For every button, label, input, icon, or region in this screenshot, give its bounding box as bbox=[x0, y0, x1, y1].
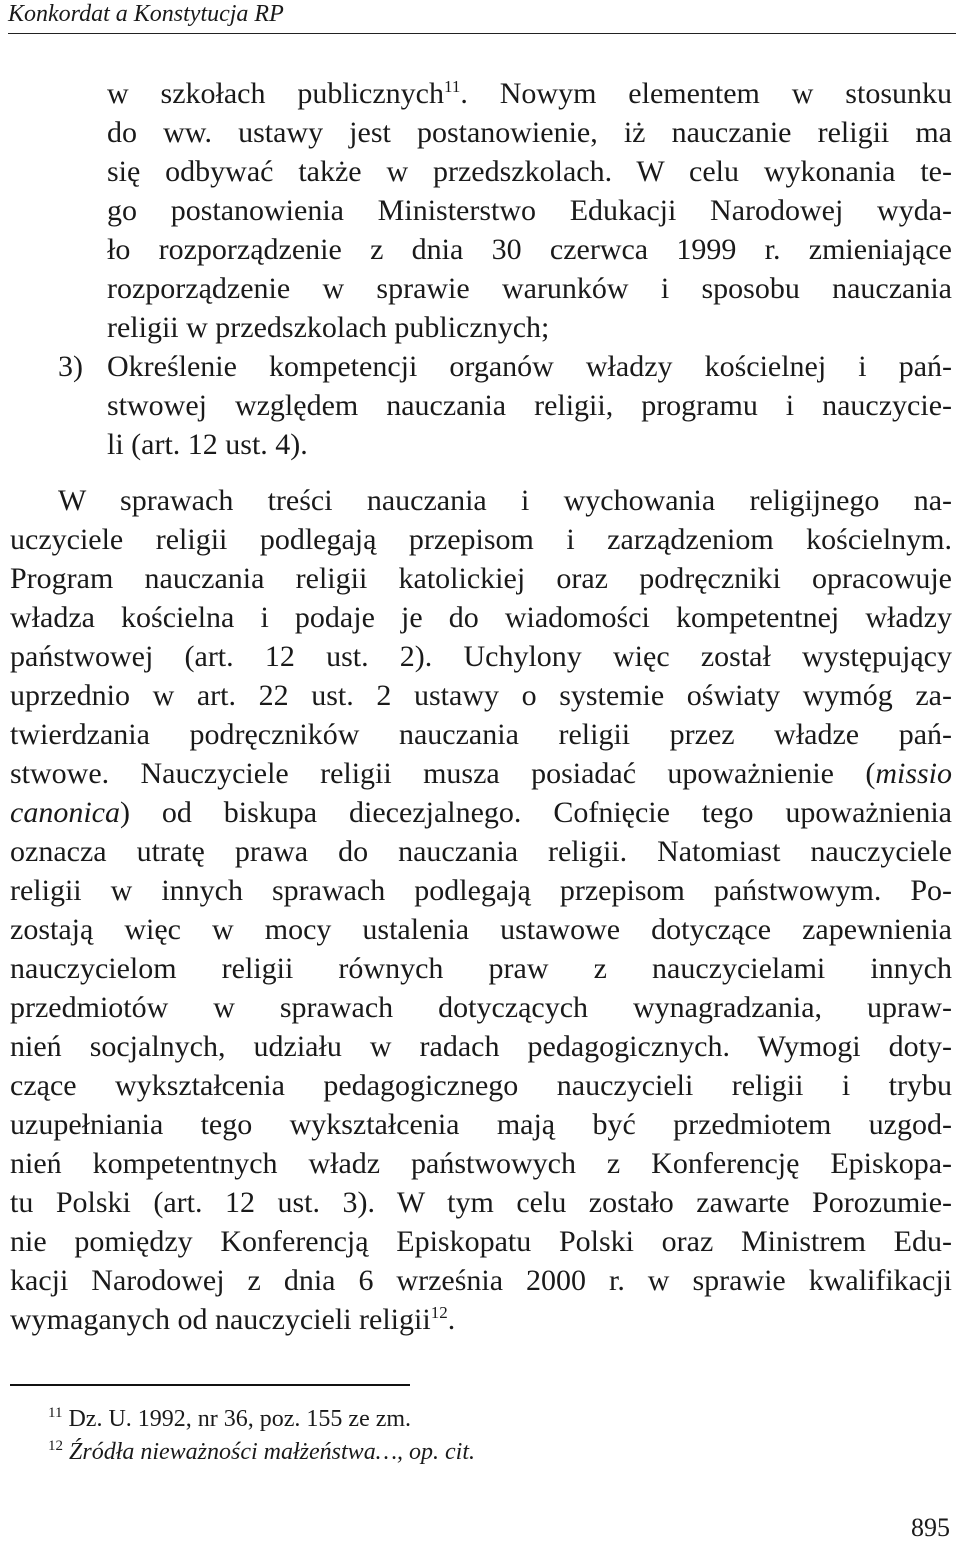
text-line: nień kompetentnych władz państwowych z Konferencję Episkopa- bbox=[10, 1147, 952, 1180]
page-number: 895 bbox=[911, 1513, 950, 1542]
text-line: wymaganych od nauczycieli religii$^{12}$. bbox=[10, 1303, 456, 1336]
list-item-number: 3) bbox=[58, 350, 83, 383]
running-head: Konkordat a Konstytucja RP bbox=[8, 1, 284, 27]
footnote-text: Źródła nieważności małżeństwa…, op. cit. bbox=[69, 1439, 476, 1465]
footnote-ref[interactable]: 11 bbox=[444, 77, 461, 96]
text-line: władza kościelna i podaje je do wiadomości kompetentnej władzy bbox=[10, 601, 952, 634]
text-line: W sprawach treści nauczania i wychowania religijnego na- bbox=[58, 484, 952, 517]
text-line: nień socjalnych, udziału w radach pedagogicznych. Wymogi doty- bbox=[10, 1030, 952, 1063]
text-line: stwowej względem nauczania religii, programu i nauczycie- bbox=[107, 389, 952, 422]
text-line: stwowe. Nauczyciele religii musza posiadać upoważnienie (missio bbox=[10, 757, 952, 790]
text-line: nauczycielom religii równych praw z nauczycielami innych bbox=[10, 952, 952, 985]
text-line: go postanowienia Ministerstwo Edukacji Narodowej wyda- bbox=[107, 194, 952, 227]
footnote-text: Dz. U. 1992, nr 36, poz. 155 ze zm. bbox=[68, 1406, 412, 1432]
text-line: się odbywać także w przedszkolach. W celu wykonania te- bbox=[107, 155, 952, 188]
text-line: canonica) od biskupa diecezjalnego. Cofnięcie tego upoważnienia bbox=[10, 796, 952, 829]
text-line: oznacza utratę prawa do nauczania religii. Natomiast nauczyciele bbox=[10, 835, 952, 868]
text-line: religii w innych sprawach podlegają przepisom państwowym. Po- bbox=[10, 874, 952, 907]
text-line: religii w przedszkolach publicznych; bbox=[107, 311, 550, 344]
text-line: do ww. ustawy jest postanowienie, iż nauczanie religii ma bbox=[107, 116, 952, 149]
text-line: uzupełniania tego wykształcenia mają być przedmiotem uzgod- bbox=[10, 1108, 952, 1141]
text-line: twierdzania podręczników nauczania religii przez władze pań- bbox=[10, 718, 952, 751]
footnote-number: 12 bbox=[48, 1438, 63, 1454]
text-line: nie pomiędzy Konferencją Episkopatu Polski oraz Ministrem Edu- bbox=[10, 1225, 952, 1258]
text-line: rozporządzenie w sprawie warunków i sposobu nauczania bbox=[107, 272, 952, 305]
text-line: li (art. 12 ust. 4). bbox=[107, 428, 308, 461]
text-line: kacji Narodowej z dnia 6 września 2000 r. w sprawie kwalifikacji bbox=[10, 1264, 952, 1297]
text-line: uprzednio w art. 22 ust. 2 ustawy o systemie oświaty wymóg za- bbox=[10, 679, 952, 712]
text-line: czące wykształcenia pedagogicznego nauczycieli religii i trybu bbox=[10, 1069, 952, 1102]
header-rule bbox=[8, 33, 956, 34]
footnote-rule bbox=[10, 1384, 410, 1386]
text-line: tu Polski (art. 12 ust. 3). W tym celu zostało zawarte Porozumie- bbox=[10, 1186, 952, 1219]
text-line: Program nauczania religii katolickiej oraz podręczniki opracowuje bbox=[10, 562, 952, 595]
text-line: uczyciele religii podlegają przepisom i zarządzeniom kościelnym. bbox=[10, 523, 952, 556]
text-line: Określenie kompetencji organów władzy kościelnej i pań- bbox=[107, 350, 952, 383]
footnote bbox=[48, 1438, 475, 1466]
text-line: w szkołach publicznych$^{11}$. Nowym elementem w stosunku bbox=[107, 77, 952, 110]
text-line: przedmiotów w sprawach dotyczących wynagradzania, upraw- bbox=[10, 991, 952, 1024]
text-line: państwowej (art. 12 ust. 2). Uchylony więc został występujący bbox=[10, 640, 952, 673]
text-line: zostają więc w mocy ustalenia ustawowe dotyczące zapewnienia bbox=[10, 913, 952, 946]
text-line: ło rozporządzenie z dnia 30 czerwca 1999 r. zmieniające bbox=[107, 233, 952, 266]
footnote-number: 11 bbox=[48, 1405, 63, 1421]
footnote-ref[interactable]: 12 bbox=[430, 1303, 448, 1322]
footnote bbox=[48, 1405, 411, 1433]
